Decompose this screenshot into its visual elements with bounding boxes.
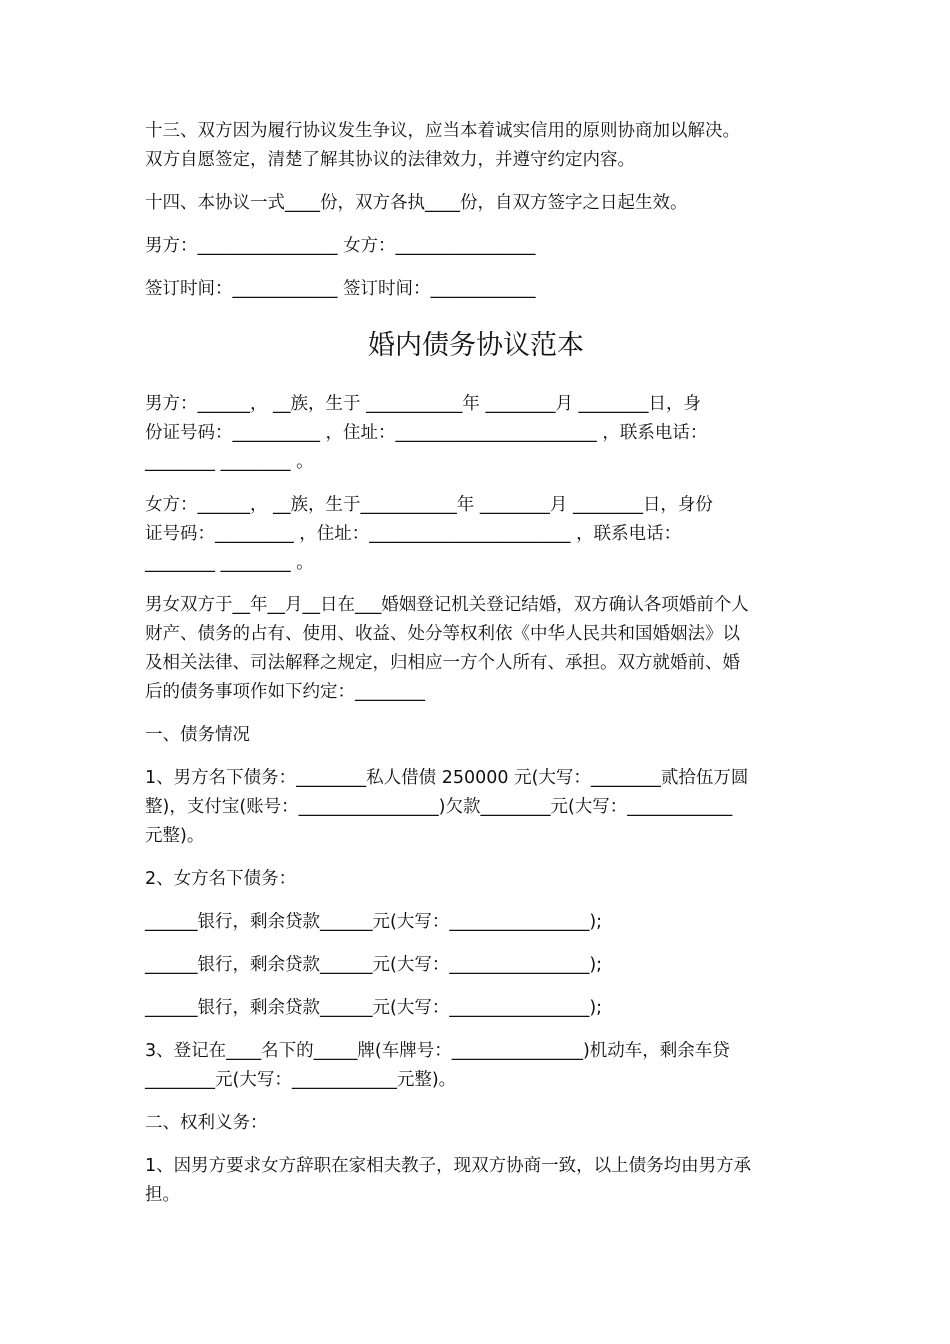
- male-party-line-3: ________ ________ 。: [145, 452, 314, 472]
- male-party-line-2: 份证号码：__________ ，住址：_______________________ ，联系电话：: [145, 423, 708, 443]
- signature-line: 男方：________________ 女方：________________: [145, 236, 536, 256]
- clause-14: 十四、本协议一式____份，双方各执____份，自双方签字之日起生效。: [145, 193, 688, 213]
- debt-item-2-heading: 2、女方名下债务：: [145, 869, 297, 889]
- rights-item-1-line-1: 1、因男方要求女方辞职在家相夫教子，现双方协商一致，以上债务均由男方承: [145, 1156, 752, 1176]
- female-party-line-2: 证号码：_________ ，住址：_______________________ ，联系电话：: [145, 524, 682, 544]
- section-2-heading: 二、权利义务：: [145, 1113, 268, 1133]
- intro-line-2: 财产、债务的占有、使用、收益、处分等权利依《中华人民共和国婚姻法》以: [145, 624, 740, 644]
- debt-item-1-line-1: 1、男方名下债务：________私人借债 250000 元(大写：________贰拾伍万圆: [145, 768, 749, 788]
- document-title: 婚内债务协议范本: [368, 330, 584, 361]
- bank-loan-line-2: ______银行，剩余贷款______元(大写：________________);: [145, 955, 603, 975]
- intro-line-4: 后的债务事项作如下约定：________: [145, 682, 425, 702]
- female-party-line-3: ________ ________ 。: [145, 553, 314, 573]
- debt-item-1-line-3: 元整)。: [145, 826, 205, 846]
- bank-loan-line-3: ______银行，剩余贷款______元(大写：________________);: [145, 998, 603, 1018]
- clause-13-line-2: 双方自愿签定，清楚了解其协议的法律效力，并遵守约定内容。: [145, 150, 635, 170]
- female-party-line-1: 女方：______， __族，生于___________年 ________月 ________日，身份: [145, 495, 713, 515]
- debt-item-3-line-1: 3、登记在____名下的_____牌(车牌号：_______________)机动车，剩余车贷: [145, 1041, 730, 1061]
- rights-item-1-line-2: 担。: [145, 1185, 180, 1205]
- signing-date-line: 签订时间：____________ 签订时间：____________: [145, 279, 536, 299]
- bank-loan-line-1: ______银行，剩余贷款______元(大写：________________);: [145, 912, 603, 932]
- intro-line-3: 及相关法律、司法解释之规定，归相应一方个人所有、承担。双方就婚前、婚: [145, 653, 740, 673]
- clause-13-line-1: 十三、双方因为履行协议发生争议，应当本着诚实信用的原则协商加以解决。: [145, 121, 740, 141]
- male-party-line-1: 男方：______， __族，生于 ___________年 ________月 ________日，身: [145, 394, 701, 414]
- intro-line-1: 男女双方于__年__月__日在___婚姻登记机关登记结婚，双方确认各项婚前个人: [145, 595, 749, 615]
- section-1-heading: 一、债务情况: [145, 725, 250, 745]
- debt-item-3-line-2: ________元(大写：____________元整)。: [145, 1070, 457, 1090]
- debt-item-1-line-2: 整)，支付宝(账号：________________)欠款________元(大写：____________: [145, 797, 733, 817]
